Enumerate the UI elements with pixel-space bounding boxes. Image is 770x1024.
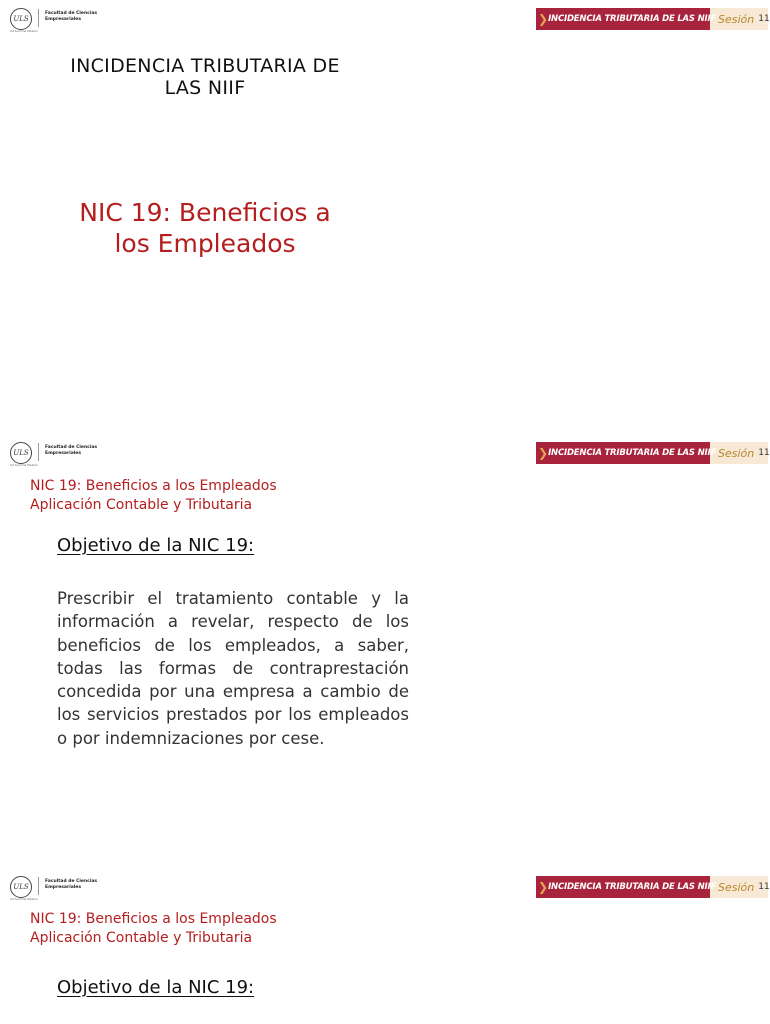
session-tab	[710, 442, 768, 464]
subtitle-line1: NIC 19: Beneficios a	[79, 198, 331, 227]
title-line2: LAS NIIF	[164, 77, 246, 99]
slide-subtitle	[40, 197, 370, 259]
faculty-logo	[10, 442, 98, 467]
banner-label-box	[536, 876, 717, 898]
title-line1: INCIDENCIA TRIBUTARIA DE	[70, 55, 340, 77]
logo-divider	[38, 443, 39, 461]
chevron-right-icon: ❯	[538, 446, 549, 460]
logo-divider	[38, 877, 39, 895]
logo-motto: Ad Summa Metam	[10, 897, 38, 901]
section-header: NIC 19: Beneficios a los Empleados	[30, 478, 277, 494]
subtitle-line2: los Empleados	[114, 229, 296, 258]
session-word: Sesión	[718, 446, 755, 460]
logo-line2: Empresariales	[45, 16, 82, 22]
logo-text	[45, 8, 97, 22]
university-seal-icon: ULS	[10, 442, 32, 464]
university-seal-icon: ULS	[10, 876, 32, 898]
course-banner	[536, 8, 768, 30]
objective-title: Objetivo de la NIC 19:	[57, 535, 255, 556]
faculty-logo	[10, 8, 98, 33]
logo-line1: Facultad de Ciencias	[45, 11, 98, 16]
banner-label-box	[536, 442, 717, 464]
logo-line2: Empresariales	[45, 884, 82, 890]
objective-title: Objetivo de la NIC 19:	[57, 977, 255, 998]
logo-text	[45, 876, 97, 890]
session-tab	[710, 876, 768, 898]
logo-divider	[38, 9, 39, 27]
session-word: Sesión	[718, 880, 755, 894]
logo-line1: Facultad de Ciencias	[45, 879, 98, 884]
banner-label: INCIDENCIA TRIBUTARIA DE LAS NIIF	[548, 14, 717, 24]
session-tab	[710, 8, 768, 30]
logo-line1: Facultad de Ciencias	[45, 445, 98, 450]
section-header: NIC 19: Beneficios a los Empleados	[30, 911, 277, 927]
logo-motto: Ad Summa Metam	[10, 29, 38, 33]
banner-label-box	[536, 8, 717, 30]
session-word: Sesión	[718, 12, 755, 26]
section-subheader: Aplicación Contable y Tributaria	[30, 930, 253, 946]
slide-2	[0, 434, 768, 864]
chevron-right-icon: ❯	[538, 12, 549, 26]
chevron-right-icon: ❯	[538, 880, 549, 894]
section-subheader: Aplicación Contable y Tributaria	[30, 497, 253, 513]
logo-motto: Ad Summa Metam	[10, 463, 38, 467]
course-banner	[536, 876, 768, 898]
slide-3	[0, 868, 768, 1024]
session-number: 11	[758, 882, 770, 892]
session-number: 11	[758, 448, 770, 458]
faculty-logo	[10, 876, 98, 901]
banner-label: INCIDENCIA TRIBUTARIA DE LAS NIIF	[548, 448, 717, 458]
slide-title	[40, 55, 370, 99]
logo-line2: Empresariales	[45, 450, 82, 456]
university-seal-icon: ULS	[10, 8, 32, 30]
course-banner	[536, 442, 768, 464]
logo-text	[45, 442, 97, 456]
session-number: 11	[758, 14, 770, 24]
slide-1	[0, 0, 768, 430]
objective-body: Prescribir el tratamiento contable y la información a revelar, respecto de los beneficios de los empleados, a saber, todas las formas de contraprestación concedida por una empresa a cambio de los servicios prestados por los empleados o por indemnizaciones por cese.	[57, 589, 409, 748]
banner-label: INCIDENCIA TRIBUTARIA DE LAS NIIF	[548, 882, 717, 892]
